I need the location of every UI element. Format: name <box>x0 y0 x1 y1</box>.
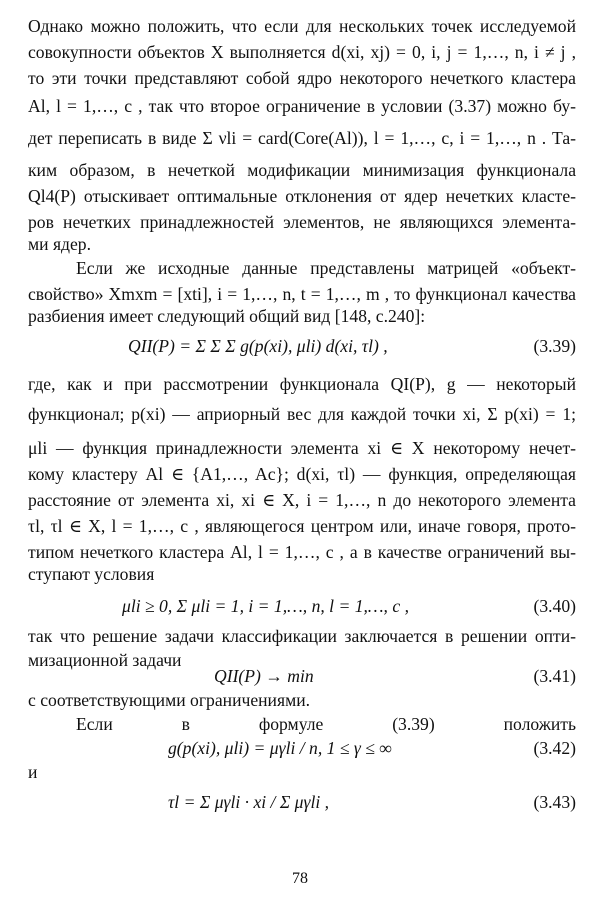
text-line: ким образом, в нечеткой модификации минимизация функционала <box>28 160 576 180</box>
text-line: мизационной задачи <box>28 650 182 670</box>
text-line: разбиения имеет следующий общий вид [148, с.240]: <box>28 306 426 326</box>
equation: g(p(xi), μli) = μγli / n, 1 ≤ γ ≤ ∞ <box>168 738 392 758</box>
text-line: ступают условия <box>28 564 155 584</box>
text-line: так что решение задачи классификации заключается в решении опти- <box>28 626 576 646</box>
text-line: Однако можно положить, что если для нескольких точек исследуемой <box>28 16 576 36</box>
equation-number: (3.42) <box>533 738 576 758</box>
text-line: типом нечеткого кластера Al, l = 1,…, c , а в качестве ограничений вы- <box>28 542 576 562</box>
text-line: то эти точки представляют собой ядро некоторого нечеткого кластера <box>28 68 576 88</box>
equation: τl = Σ μγli · xi / Σ μγli , <box>168 792 330 812</box>
text-line: совокупности объектов X выполняется d(xi, xj) = 0, i, j = 1,…, n, i ≠ j , <box>28 42 576 62</box>
equation: μli ≥ 0, Σ μli = 1, i = 1,…, n, l = 1,…, c , <box>122 596 409 616</box>
equation-number: (3.43) <box>533 792 576 812</box>
text-line: и <box>28 762 38 782</box>
text-line: Если же исходные данные представлены матрицей «объект- <box>76 258 576 278</box>
equation: QII(P) = Σ Σ Σ g(p(xi), μli) d(xi, τl) , <box>128 336 388 356</box>
equation-number: (3.41) <box>533 666 576 686</box>
text-line: Al, l = 1,…, c , так что второе ограничение в условии (3.37) можно бу- <box>28 96 576 116</box>
text-line: τl, τl ∈ X, l = 1,…, c , являющегося центром или, иначе говоря, прото- <box>28 516 576 536</box>
text-line: свойство» Xmxm = [xti], i = 1,…, n, t = 1,…, m , то функционал качества <box>28 284 576 304</box>
text-line: Если в формуле (3.39) положить <box>76 714 576 734</box>
page-number: 78 <box>292 870 308 887</box>
text-line: ров нечетких принадлежностей элементов, не являющихся элемента- <box>28 212 576 232</box>
text-line: кому кластеру Al ∈ {A1,…, Ac}; d(xi, τl) — функция, определяющая <box>28 464 576 484</box>
text-line: функционал; p(xi) — априорный вес для каждой точки xi, Σ p(xi) = 1; <box>28 404 576 424</box>
text-line: дет переписать в виде Σ νli = card(Core(Al)), l = 1,…, c, i = 1,…, n . Та- <box>28 128 576 148</box>
text-line: расстояние от элемента xi, xi ∈ X, i = 1,…, n до некоторого элемента <box>28 490 576 510</box>
text-line: с соответствующими ограничениями. <box>28 690 311 710</box>
equation-number: (3.40) <box>533 596 576 616</box>
text-line: где, как и при рассмотрении функционала QI(P), g — некоторый <box>28 374 576 394</box>
text-line: μli — функция принадлежности элемента xi ∈ X некоторому нечет- <box>28 438 576 458</box>
equation: QII(P) → min <box>214 666 314 686</box>
text-line: Ql4(P) отыскивает оптимальные отклонения от ядер нечетких класте- <box>28 186 576 206</box>
equation-number: (3.39) <box>533 336 576 356</box>
text-line: ми ядер. <box>28 234 91 254</box>
